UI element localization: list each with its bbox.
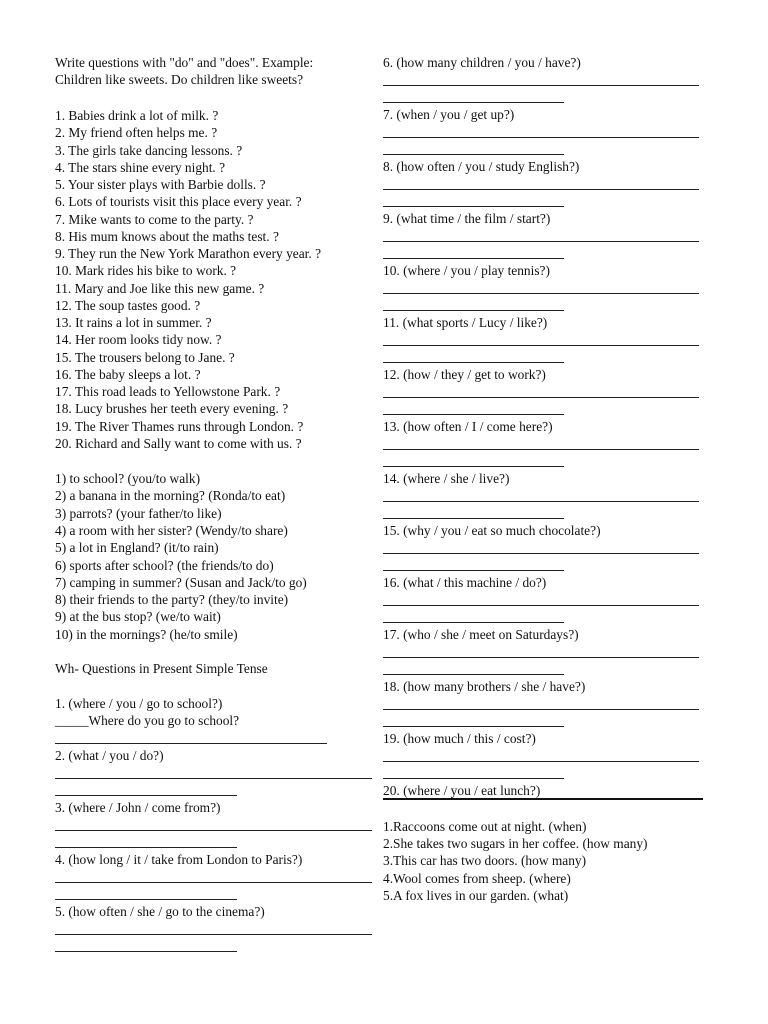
exercise2-item: 5) a lot in England? (it/to rain) (55, 540, 219, 556)
answer-line[interactable] (383, 726, 564, 727)
exercise-last-item: 3.This car has two doors. (how many) (383, 853, 587, 869)
wh-answer-example: _____Where do you go to school? (55, 713, 240, 728)
wh-question-prompt: 15. (why / you / eat so much chocolate?) (383, 523, 601, 538)
wh-question-prompt: 5. (how often / she / go to the cinema?) (55, 904, 265, 919)
exercise-last-item: 1.Raccoons come out at night. (when) (383, 819, 587, 834)
answer-line[interactable] (383, 553, 699, 554)
answer-line[interactable] (383, 206, 564, 207)
exercise1-item: 3. The girls take dancing lessons. ? (55, 142, 243, 158)
answer-line[interactable] (55, 830, 372, 831)
exercise1-item: 19. The River Thames runs through London. ? (55, 418, 304, 434)
exercise-last-item: 2.She takes two sugars in her coffee. (how many) (383, 836, 648, 852)
wh-question-prompt: 6. (how many children / you / have?) (383, 55, 581, 70)
wh-question-prompt: 16. (what / this machine / do?) (383, 575, 547, 590)
section-divider[interactable] (383, 798, 703, 800)
answer-line[interactable] (55, 882, 372, 883)
exercise1-item: 2. My friend often helps me. ? (55, 125, 218, 141)
section-title: Wh- Questions in Present Simple Tense (55, 661, 268, 676)
answer-line[interactable] (383, 466, 564, 467)
wh-question-prompt: 12. (how / they / get to work?) (383, 367, 546, 382)
answer-line[interactable] (383, 622, 564, 623)
exercise1-item: 4. The stars shine every night. ? (55, 159, 226, 175)
answer-line[interactable] (383, 258, 564, 259)
exercise2-item: 4) a room with her sister? (Wendy/to share) (55, 522, 288, 538)
exercise1-item: 11. Mary and Joe like this new game. ? (55, 280, 265, 296)
exercise1-item: 20. Richard and Sally want to come with us. ? (55, 435, 302, 451)
wh-question-prompt: 10. (where / you / play tennis?) (383, 263, 550, 278)
answer-line[interactable] (383, 397, 699, 398)
wh-question-prompt: 17. (who / she / meet on Saturdays?) (383, 627, 579, 642)
answer-line[interactable] (383, 518, 564, 519)
exercise-last-item: 4.Wool comes from sheep. (where) (383, 870, 571, 886)
answer-line[interactable] (55, 795, 237, 796)
exercise2-item: 6) sports after school? (the friends/to do) (55, 557, 274, 573)
answer-line[interactable] (55, 951, 237, 952)
exercise1-item: 14. Her room looks tidy now. ? (55, 332, 222, 348)
wh-question-prompt: 4. (how long / it / take from London to Paris?) (55, 852, 303, 867)
exercise1-item: 1. Babies drink a lot of milk. ? (55, 108, 219, 123)
wh-question-prompt: 19. (how much / this / cost?) (383, 731, 536, 746)
answer-line[interactable] (383, 85, 699, 86)
exercise1-item: 13. It rains a lot in summer. ? (55, 315, 212, 330)
exercise2-item: 9) at the bus stop? (we/to wait) (55, 609, 221, 625)
exercise2-item: 8) their friends to the party? (they/to invite) (55, 592, 289, 608)
exercise1-item: 18. Lucy brushes her teeth every evening. ? (55, 401, 289, 417)
wh-question-prompt: 2. (what / you / do?) (55, 748, 164, 763)
answer-line[interactable] (383, 449, 699, 450)
answer-line[interactable] (55, 899, 237, 900)
exercise1-item: 5. Your sister plays with Barbie dolls. ? (55, 177, 266, 192)
exercise2-item: 7) camping in summer? (Susan and Jack/to go) (55, 574, 307, 590)
answer-line[interactable] (383, 310, 564, 311)
answer-line[interactable] (383, 674, 564, 675)
answer-line[interactable] (383, 293, 699, 294)
answer-line[interactable] (383, 570, 564, 571)
answer-line[interactable] (383, 189, 699, 190)
answer-line[interactable] (383, 778, 564, 779)
wh-question-prompt: 8. (how often / you / study English?) (383, 159, 580, 174)
example-text: Children like sweets. Do children like sweets? (55, 72, 304, 87)
answer-line[interactable] (383, 761, 699, 762)
exercise2-item: 3) parrots? (your father/to like) (55, 505, 222, 521)
wh-question-prompt: 9. (what time / the film / start?) (383, 211, 551, 226)
exercise2-item: 2) a banana in the morning? (Ronda/to eat) (55, 488, 286, 504)
answer-line[interactable] (383, 414, 564, 415)
exercise1-item: 9. They run the New York Marathon every year. ? (55, 246, 322, 261)
answer-line[interactable] (383, 501, 699, 502)
answer-line[interactable] (55, 778, 372, 779)
answer-line[interactable] (55, 934, 372, 935)
answer-line[interactable] (383, 137, 699, 138)
exercise1-item: 8. His mum knows about the maths test. ? (55, 228, 279, 244)
exercise1-item: 15. The trousers belong to Jane. ? (55, 349, 235, 365)
answer-line[interactable] (383, 709, 699, 710)
exercise-last-item: 5.A fox lives in our garden. (what) (383, 887, 569, 903)
exercise2-item: 1) to school? (you/to walk) (55, 471, 201, 486)
answer-line[interactable] (383, 241, 699, 242)
answer-line[interactable] (383, 154, 564, 155)
wh-question-prompt: 11. (what sports / Lucy / like?) (383, 315, 548, 330)
wh-question-prompt: 7. (when / you / get up?) (383, 107, 515, 122)
exercise2-item: 10) in the mornings? (he/to smile) (55, 626, 238, 642)
wh-question-prompt: 1. (where / you / go to school?) (55, 696, 223, 711)
wh-question-prompt: 3. (where / John / come from?) (55, 800, 221, 815)
instruction-text: Write questions with "do" and "does". Example: (55, 55, 314, 70)
exercise1-item: 17. This road leads to Yellowstone Park. ? (55, 384, 281, 399)
answer-line[interactable] (383, 362, 564, 363)
wh-question-prompt: 18. (how many brothers / she / have?) (383, 679, 586, 694)
answer-line[interactable] (383, 102, 564, 103)
wh-question-prompt: 14. (where / she / live?) (383, 471, 510, 486)
answer-line[interactable] (55, 743, 327, 744)
wh-question-prompt: 13. (how often / I / come here?) (383, 419, 553, 434)
exercise1-item: 7. Mike wants to come to the party. ? (55, 211, 254, 227)
exercise1-item: 16. The baby sleeps a lot. ? (55, 366, 201, 382)
exercise1-item: 12. The soup tastes good. ? (55, 297, 201, 313)
answer-line[interactable] (55, 847, 237, 848)
exercise1-item: 10. Mark rides his bike to work. ? (55, 263, 237, 279)
answer-line[interactable] (383, 657, 699, 658)
answer-line[interactable] (383, 605, 699, 606)
exercise1-item: 6. Lots of tourists visit this place every year. ? (55, 194, 302, 210)
answer-line[interactable] (383, 345, 699, 346)
wh-question-prompt: 20. (where / you / eat lunch?) (383, 783, 541, 798)
